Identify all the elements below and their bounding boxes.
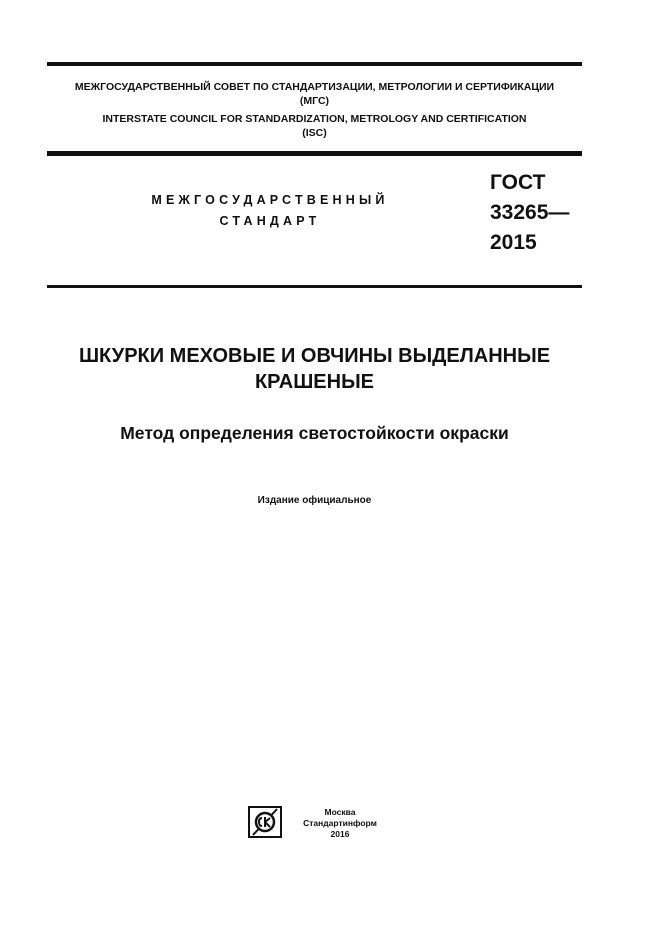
council-rule [47,151,582,156]
council-ru-line1: МЕЖГОСУДАРСТВЕННЫЙ СОВЕТ ПО СТАНДАРТИЗАЦИИ, МЕТРОЛОГИИ И СЕРТИФИКАЦИИ [74,81,555,93]
standard-label [130,190,410,232]
publisher [300,807,380,840]
council-en-line2: (ISC) [302,127,327,139]
council-ru [47,80,582,108]
designation-prefix: ГОСТ [490,171,546,194]
publisher-year: 2016 [330,829,350,839]
title-line1: ШКУРКИ МЕХОВЫЕ И ОВЧИНЫ ВЫДЕЛАННЫЕ [78,345,551,367]
standard-label-line2: СТАНДАРТ [219,214,321,228]
designation-year: 2015 [490,231,537,254]
standard-label-line1: МЕЖГОСУДАРСТВЕННЫЙ [151,193,389,207]
council-en-line1: INTERSTATE COUNCIL FOR STANDARDIZATION, METROLOGY AND CERTIFICATION [102,113,527,125]
document-title [47,343,582,395]
title-line2: КРАШЕНЫЕ [254,371,375,393]
council-en [47,112,582,140]
standartinform-logo [248,806,282,838]
publisher-name: Стандартинформ [303,818,377,828]
standard-designation [490,168,569,258]
top-rule [47,62,582,66]
publisher-city: Москва [324,807,356,817]
document-subtitle: Метод определения светостойкости окраски [120,423,509,443]
header-rule [47,285,582,288]
edition-label: Издание официальное [257,495,372,506]
designation-number: 33265— [490,201,570,224]
council-ru-line2: (МГС) [299,95,330,107]
